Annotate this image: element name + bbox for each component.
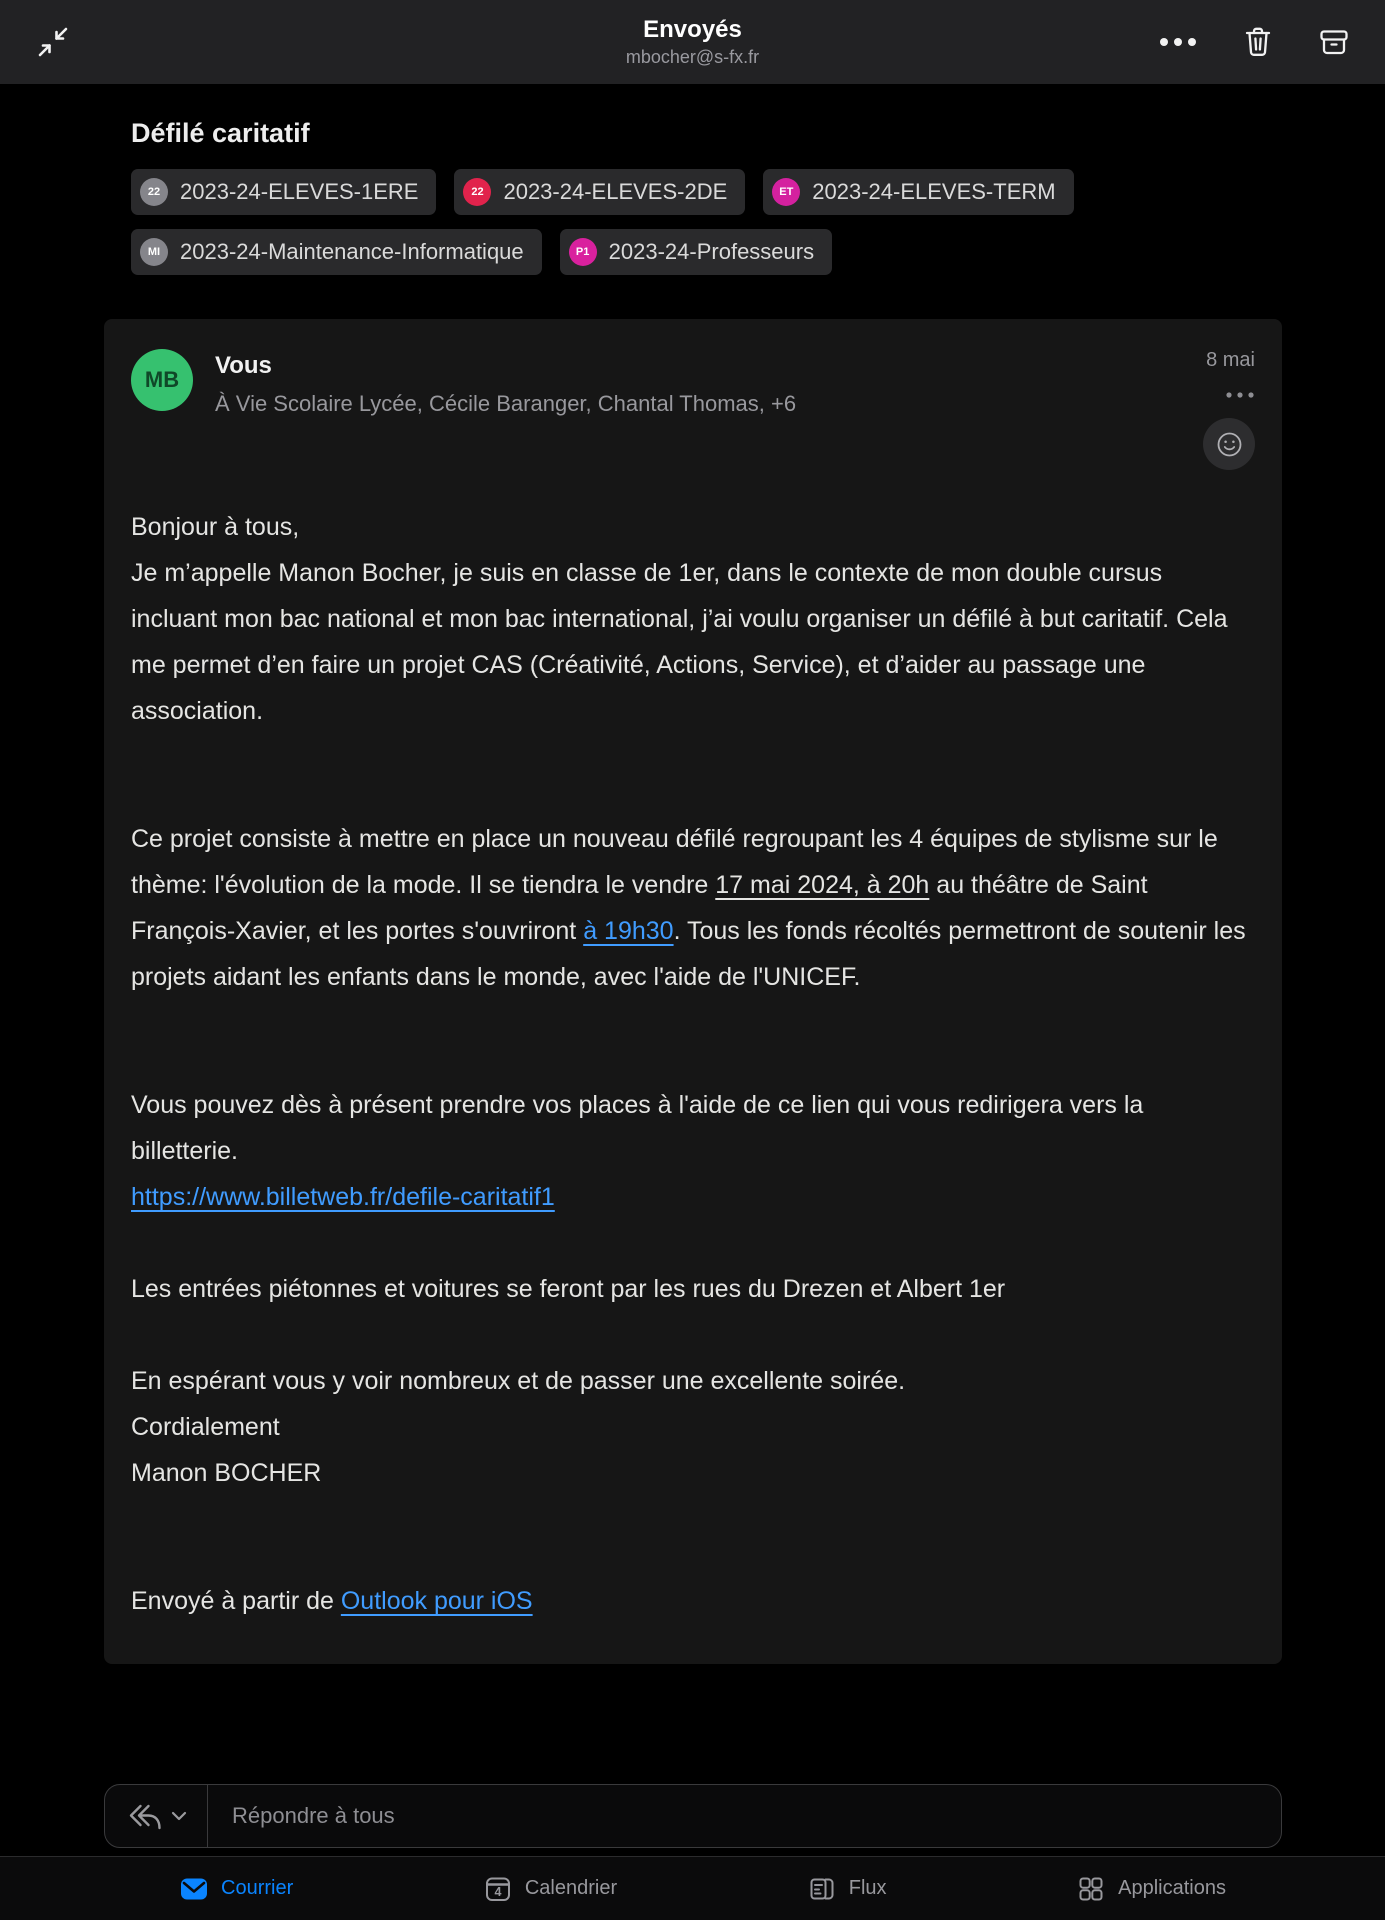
email-card: [104, 319, 1282, 1664]
svg-text:4: 4: [494, 1884, 502, 1899]
email-body-paragraph: [131, 1358, 1255, 1496]
recipient-chip[interactable]: [454, 169, 745, 215]
sender-name: Vous: [215, 352, 272, 379]
email-body-paragraph: [131, 1266, 1255, 1312]
archive-button[interactable]: [1319, 27, 1349, 57]
email-body-paragraph: [131, 1082, 1255, 1220]
email-body-text: Les entrées piétonnes et voitures se feront par les rues du Drezen et Albert 1er: [131, 1275, 1006, 1303]
signature-prefix: Envoyé à partir de: [131, 1587, 341, 1615]
recipient-avatar: P1: [569, 238, 597, 266]
account-email: mbocher@s-fx.fr: [625, 47, 760, 67]
bottom-tab-bar: [0, 1856, 1385, 1920]
email-body-text: au théâtre de Saint François-Xavier, et les portes s'ouvriront: [131, 871, 1148, 945]
recipient-chip[interactable]: [131, 169, 436, 215]
email-body-underlined-text[interactable]: 17 mai 2024, à 20h: [715, 871, 930, 899]
message-more-icon: [1225, 392, 1255, 398]
folder-title: Envoyés: [643, 16, 742, 43]
email-body-text: Ce projet consiste à mettre en place un nouveau défilé regroupant les 4 équipes de stylisme sur le thème: l'évolution de la mode. Il se tiendra le vendre: [131, 825, 1218, 899]
email-body-text: En espérant vous y voir nombreux et de passer une excellente soirée. Cordialement Manon BOCHER: [131, 1367, 906, 1487]
email-body-link[interactable]: https://www.billetweb.fr/defile-caritatif1: [131, 1183, 555, 1211]
chevron-down-icon: [171, 1811, 187, 1821]
email-body-text: Vous pouvez dès à présent prendre vos places à l'aide de ce lien qui vous redirigera vers la billetterie.: [131, 1091, 1144, 1165]
recipient-chip[interactable]: [763, 169, 1073, 215]
top-bar: [0, 0, 1385, 84]
tab-calendrier[interactable]: [484, 1875, 617, 1903]
outlook-ios-link[interactable]: Outlook pour iOS: [340, 1587, 533, 1615]
email-body-link[interactable]: à 19h30: [583, 917, 674, 945]
recipient-avatar: MI: [140, 238, 168, 266]
header-right: [1203, 349, 1255, 470]
tab-label: Calendrier: [524, 1877, 618, 1899]
tab-flux[interactable]: [808, 1875, 887, 1903]
email-body-paragraph: [131, 816, 1255, 1000]
top-bar-actions: [1159, 26, 1349, 58]
feed-icon: [808, 1875, 836, 1903]
sender-block: [131, 349, 796, 470]
message-more-button[interactable]: [1225, 392, 1255, 398]
recipient-chip[interactable]: [560, 229, 832, 275]
email-card-header: [131, 349, 1255, 470]
reply-placeholder: Répondre à tous: [232, 1803, 395, 1828]
collapse-button[interactable]: [36, 25, 70, 59]
recipient-chip[interactable]: [131, 229, 542, 275]
delete-button[interactable]: [1243, 26, 1273, 58]
signature-line: [131, 1578, 1255, 1624]
tab-courrier[interactable]: [180, 1875, 293, 1903]
sender-text: [215, 349, 796, 417]
mail-icon: [180, 1875, 208, 1903]
recipients-summary[interactable]: À Vie Scolaire Lycée, Cécile Baranger, Chantal Thomas, +6: [215, 391, 797, 416]
recipient-chip-label: 2023-24-Professeurs: [608, 239, 815, 264]
more-icon: [1159, 37, 1197, 47]
email-subject: Défilé caritatif: [131, 118, 310, 148]
sender-avatar[interactable]: MB: [131, 349, 193, 411]
more-button[interactable]: [1159, 37, 1197, 47]
tab-label: Applications: [1118, 1877, 1226, 1899]
recipient-avatar: ET: [772, 178, 800, 206]
email-body-text: . Tous les fonds récoltés permettront de soutenir les projets aidant les enfants dans le monde, avec l'aide de l'UNICEF.: [131, 917, 1246, 991]
recipient-chip-label: 2023-24-ELEVES-1ERE: [180, 179, 419, 204]
smiley-icon: [1216, 431, 1243, 458]
email-body-text: Bonjour à tous, Je m’appelle Manon Bocher, je suis en classe de 1er, dans le contexte de mon double cursus incluant mon bac national et mon bac international, j’ai voulu organiser un défilé à but caritatif. Cela me permet d’en faire un projet CAS (Créativité, Actions, Service), et d’aider au passage une association.: [131, 513, 1228, 725]
email-body-paragraph: [131, 504, 1255, 734]
email-body: [131, 504, 1255, 1496]
reply-input[interactable]: [104, 1784, 1282, 1848]
recipient-chips: [131, 169, 1301, 275]
collapse-icon: [36, 25, 70, 59]
reply-all-icon: [125, 1801, 162, 1831]
recipient-chip-label: 2023-24-Maintenance-Informatique: [180, 239, 524, 264]
tab-applications[interactable]: [1077, 1875, 1226, 1903]
trash-icon: [1243, 26, 1273, 58]
tab-label: Flux: [848, 1877, 887, 1899]
email-date: 8 mai: [1206, 349, 1255, 371]
recipient-avatar: 22: [140, 178, 168, 206]
calendar-icon: [484, 1875, 512, 1903]
reply-mode-selector[interactable]: [105, 1785, 208, 1847]
recipient-chip-label: 2023-24-ELEVES-2DE: [503, 179, 728, 204]
recipient-avatar: 22: [463, 178, 491, 206]
recipient-chip-label: 2023-24-ELEVES-TERM: [812, 179, 1056, 204]
archive-icon: [1319, 27, 1349, 57]
reaction-button[interactable]: [1203, 418, 1255, 470]
tab-label: Courrier: [221, 1877, 294, 1899]
apps-grid-icon: [1077, 1875, 1105, 1903]
